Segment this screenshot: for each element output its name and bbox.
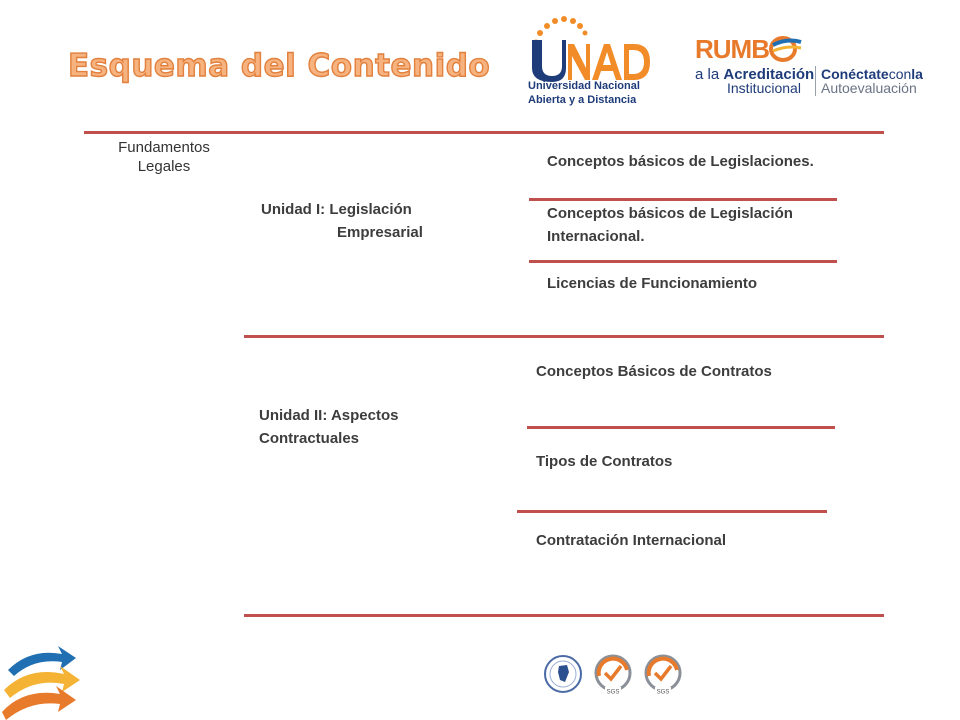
rule-topic-1-2 xyxy=(529,260,837,263)
rumbo-separator xyxy=(815,66,816,96)
rumbo-line1-bold: Acreditación xyxy=(723,66,815,83)
unit-2-label-line2: Contractuales xyxy=(259,430,360,447)
rumbo-swoosh-icon xyxy=(769,36,803,62)
rumbo-line2: Institucional xyxy=(727,80,801,96)
unit-1-label-line1: Unidad I: Legislación xyxy=(261,201,412,218)
rumbo-autoevaluacion: Autoevaluación xyxy=(821,80,917,96)
unit-1-topic-3: Licencias de Funcionamiento xyxy=(547,275,758,292)
rule-bottom xyxy=(244,614,884,617)
rule-top xyxy=(84,131,884,134)
unad-name-line2: Abierta y a Distancia xyxy=(528,94,637,106)
rule-unit-separator xyxy=(244,335,884,338)
root-label: Fundamentos Legales xyxy=(118,139,210,175)
svg-text:SGS: SGS xyxy=(656,689,670,696)
unit-2-topic-1: Conceptos Básicos de Contratos xyxy=(536,363,772,380)
unit-2-label-line1: Unidad II: Aspectos xyxy=(259,407,399,424)
rumbo-conectate: Conéctate xyxy=(821,66,889,82)
rumbo-line1-prefix: a la xyxy=(695,66,724,83)
swoosh-arrow-icon xyxy=(0,640,100,720)
rule-topic-2-1 xyxy=(527,426,835,429)
colombia-seal-icon xyxy=(543,654,583,694)
unad-name-line1: Universidad Nacional xyxy=(528,80,640,92)
rumbo-acreditacion-logo xyxy=(695,34,935,104)
svg-text:SGS: SGS xyxy=(606,689,620,696)
unit-1-label-line2: Empresarial xyxy=(337,224,423,241)
unad-logo xyxy=(522,14,652,114)
rule-topic-2-2 xyxy=(517,510,827,513)
unit-1-topic-2: Conceptos básicos de Legislación Internacional. xyxy=(547,205,793,245)
rumbo-la: la xyxy=(911,66,923,82)
rule-topic-1-1 xyxy=(529,198,837,201)
sgs-certification-icon-2 xyxy=(643,654,683,696)
unit-1-topic-1: Conceptos básicos de Legislaciones. xyxy=(547,153,814,170)
slide-title: Esquema del Contenido xyxy=(68,48,491,84)
rumbo-con: con xyxy=(888,66,912,82)
rumbo-wordmark: RUMB xyxy=(695,34,769,64)
sgs-certification-icon-1 xyxy=(593,654,633,696)
unit-2-topic-3: Contratación Internacional xyxy=(536,532,727,549)
unit-2-topic-2: Tipos de Contratos xyxy=(536,453,673,470)
